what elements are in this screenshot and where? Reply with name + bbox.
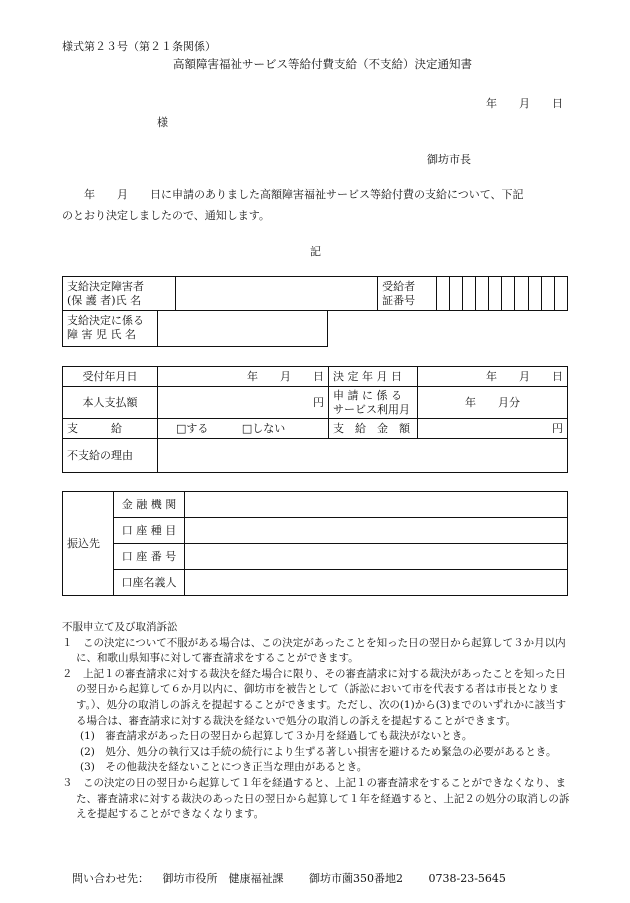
contact-line xyxy=(72,870,506,886)
received-date-label: 受付年月日 xyxy=(63,367,158,387)
account-holder-field[interactable] xyxy=(185,570,568,596)
child-name-label: 支給決定に係る 障 害 児 氏 名 xyxy=(63,310,158,346)
child-table xyxy=(62,310,328,347)
transfer-label: 振込先 xyxy=(63,492,114,596)
issue-date: 年 月 日 xyxy=(486,97,563,110)
note-3: ３ この決定の日の翌日から起算して１年を経過すると、上記１の審査請求をすることができなくなり、また、審査請求に対する裁決のあった日の翌日から起算して１年を経過すると、上記２の処分の取消しの訴えを提起することができなくなります。 xyxy=(62,776,570,821)
self-pay-field[interactable] xyxy=(158,387,329,419)
certificate-digit-box[interactable] xyxy=(462,277,475,311)
recipient-name-field[interactable] xyxy=(176,277,378,311)
service-month-value[interactable]: 年 月分 xyxy=(418,387,568,419)
account-holder-label: 口座名義人 xyxy=(114,570,185,596)
note-2-1: (1) 審査請求があった日の翌日から起算して３か月を経過しても裁決がないとき。 xyxy=(80,730,473,743)
child-name-field[interactable] xyxy=(158,310,328,346)
option-yes-checkbox[interactable]: □する xyxy=(176,421,209,435)
ki-marker: 記 xyxy=(310,245,321,258)
form-number: 様式第２３号（第２１条関係） xyxy=(62,40,216,53)
transfer-table xyxy=(62,491,568,596)
payment-options xyxy=(158,419,329,439)
yen-unit: 円 xyxy=(313,395,324,409)
intro-line-2: のとおり決定しましたので、通知します。 xyxy=(62,209,270,222)
certificate-digit-box[interactable] xyxy=(515,277,528,311)
certificate-digit-box[interactable] xyxy=(502,277,515,311)
option-no-checkbox[interactable]: □しない xyxy=(241,421,286,435)
certificate-digit-box[interactable] xyxy=(449,277,462,311)
note-1: １ この決定について不服がある場合は、この決定があったことを知った日の翌日から起算して３か月以内に、和歌山県知事に対して審査請求をすることができます。 xyxy=(62,636,566,665)
intro-line-1: 年 月 日に申請のありました高額障害福祉サービス等給付費の支給について、下記 xyxy=(62,188,524,201)
certificate-digit-box[interactable] xyxy=(489,277,502,311)
contact-phone: 0738-23-5645 xyxy=(428,872,506,885)
reason-label: 不支給の理由 xyxy=(63,439,158,473)
notes-heading: 不服申立て及び取消訴訟 xyxy=(62,621,178,633)
payment-amount-label: 支 給 金 額 xyxy=(329,419,418,439)
appeal-notes xyxy=(62,620,572,823)
account-number-label: 口 座 番 号 xyxy=(114,544,185,570)
service-month-label: 申 請 に 係 る サービス利用月 xyxy=(329,387,418,419)
self-pay-label: 本人支払額 xyxy=(63,387,158,419)
recipient-name-label: 支給決定障害者 (保 護 者)氏 名 xyxy=(63,277,176,311)
contact-address: 御坊市薗350番地2 xyxy=(309,872,403,885)
bank-field[interactable] xyxy=(185,492,568,518)
decision-table xyxy=(62,366,568,473)
document-title: 高額障害福祉サービス等給付費支給（不支給）決定通知書 xyxy=(173,57,472,71)
decision-date-label: 決 定 年 月 日 xyxy=(329,367,418,387)
payment-amount-field[interactable] xyxy=(418,419,568,439)
issuer-name: 御坊市長 xyxy=(427,153,471,166)
note-2: ２ 上記１の審査請求に対する裁決を経た場合に限り、その審査請求に対する裁決があったことを知った日の翌日から起算して６か月以内に、御坊市を被告として（訴訟において市を代表する者は市長となります。）、処分の取消しの訴えを提起することができます。ただし、次の(1)から(3)までのいずれかに該当する場合は、審査請求に対する裁決を経ないで処分の取消しの訴えを提起することができます。 xyxy=(62,667,567,727)
account-type-field[interactable] xyxy=(185,518,568,544)
received-date-value[interactable]: 年 月 日 xyxy=(158,367,329,387)
contact-label: 問い合わせ先： xyxy=(72,872,149,885)
addressee-suffix: 様 xyxy=(157,116,168,129)
certificate-number-label: 受給者 証番号 xyxy=(378,277,436,311)
account-number-field[interactable] xyxy=(185,544,568,570)
certificate-digit-box[interactable] xyxy=(528,277,541,311)
account-type-label: 口 座 種 目 xyxy=(114,518,185,544)
note-2-3: (3) その他裁決を経ないことにつき正当な理由があるとき。 xyxy=(80,761,368,774)
reason-field[interactable] xyxy=(158,439,568,473)
certificate-digit-box[interactable] xyxy=(476,277,489,311)
certificate-digit-box[interactable] xyxy=(541,277,554,311)
payment-label: 支 給 xyxy=(63,419,158,439)
bank-label: 金 融 機 関 xyxy=(114,492,185,518)
recipient-table xyxy=(62,276,568,311)
note-2-2: (2) 処分、処分の執行又は手続の続行により生ずる著しい損害を避けるため緊急の必要があるとき。 xyxy=(80,745,557,758)
certificate-digit-box[interactable] xyxy=(554,277,567,311)
certificate-digit-box[interactable] xyxy=(436,277,449,311)
decision-date-value[interactable]: 年 月 日 xyxy=(418,367,568,387)
yen-unit: 円 xyxy=(552,421,563,435)
contact-office: 御坊市役所 健康福祉課 xyxy=(162,872,284,885)
